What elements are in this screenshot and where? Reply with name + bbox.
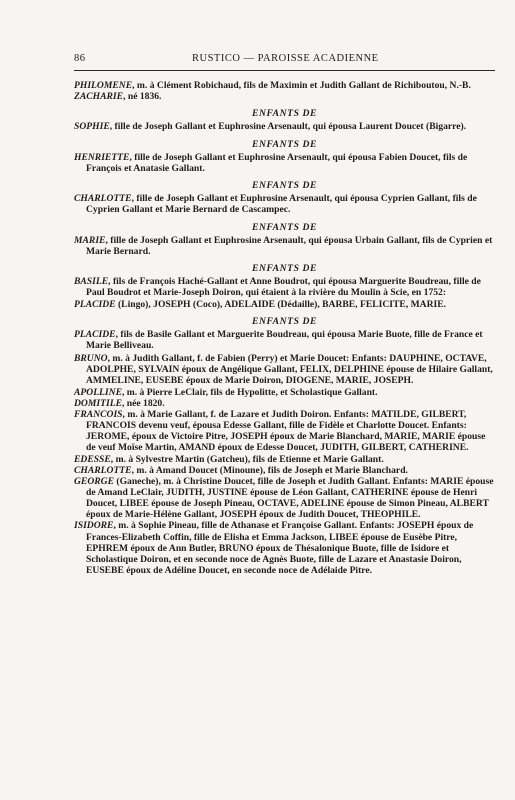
entry-name: BRUNO — [74, 353, 108, 365]
genealogy-entry — [74, 398, 495, 409]
genealogy-entry — [74, 193, 495, 215]
page-number: 86 — [74, 53, 86, 64]
genealogy-entry — [74, 387, 495, 398]
genealogy-entry — [74, 476, 495, 521]
genealogy-entry — [74, 152, 495, 174]
genealogy-entry — [74, 465, 495, 476]
entry-name: HENRIETTE — [74, 151, 130, 163]
entry-name: APOLLINE — [74, 386, 122, 398]
section-heading: ENFANTS DE — [251, 263, 318, 275]
section-heading: ENFANTS DE — [251, 108, 318, 120]
section-heading: ENFANTS DE — [251, 180, 318, 192]
entry-name: PLACIDE — [74, 328, 116, 340]
entry-text: (Ganeche), m. à Christine Doucet, fille de Joseph et Judith Gallant. Enfants: MARIE épouse de Amand LeClair, JUDITH, JUSTINE épouse de Léon Gallant, CATHERINE épouse de Henri Doucet, LIBEE épouse de Joseph Pineau, OCTAVE, ADELINE épouse de Simon Pineau, ALBERT époux de Marie-Hélène Gallant, JOSEPH époux de Judith Doucet, THEOPHILE. — [86, 475, 494, 521]
genealogy-entry — [74, 353, 495, 386]
genealogy-entry — [74, 454, 495, 465]
genealogy-entry — [74, 121, 495, 132]
entry-name: GEORGE — [74, 475, 114, 487]
entry-name: DOMITILE — [74, 397, 122, 409]
entry-name: ISIDORE — [74, 520, 114, 532]
entry-name: MARIE — [74, 234, 106, 246]
header-rule — [74, 70, 495, 71]
genealogy-entry — [74, 409, 495, 454]
genealogy-entry — [74, 80, 495, 91]
entry-text: , fille de Joseph Gallant et Euphrosine Arsenault, qui épousa Urbain Gallant, fils de Cyprien et Marie Bernard. — [86, 234, 493, 257]
page-body — [74, 80, 495, 576]
entry-name: PLACIDE — [74, 298, 116, 310]
entry-name: PHILOMENE — [74, 80, 133, 91]
entry-text: , m. à Sylvestre Martin (Gatcheu), fils de Etienne et Marie Gallant. — [110, 453, 384, 465]
entry-text: , m. à Pierre LeClair, fils de Hypolitte, et Scholastique Gallant. — [121, 386, 378, 398]
entry-text: , fils de Basile Gallant et Marguerite Boudreau, qui épousa Marie Buote, fille de France et Marie Belliveau. — [86, 328, 483, 351]
entry-text: , m. à Marie Gallant, f. de Lazare et Judith Doiron. Enfants: MATILDE, GILBERT, FRANCOIS devenu veuf, épousa Edesse Gallant, fille de Fidèle et Charlotte Doucet. Enfants: JEROME, époux de Victoire Pitre, JOSEPH époux de Marie Blanchard, MARIE, MARIE épouse de veuf Moïse Martin, AMAND époux de Edesse Doucet, JUDITH, GILBERT, CATHERINE. — [86, 408, 486, 454]
entry-text: , fille de Joseph Gallant et Euphrosine Arsenault, qui épousa Laurent Doucet (Bigarre). — [109, 121, 467, 133]
genealogy-entry — [74, 299, 495, 310]
page-header — [74, 53, 495, 65]
section-heading: ENFANTS DE — [251, 138, 318, 150]
entry-name: CHARLOTTE — [74, 464, 132, 476]
genealogy-entry — [74, 520, 495, 576]
entry-text: , m. à Clément Robichaud, fils de Maximin et Judith Gallant de Richiboutou, N.-B. — [132, 80, 471, 91]
section-heading: ENFANTS DE — [251, 221, 318, 233]
running-title: RUSTICO — PAROISSE ACADIENNE — [192, 53, 379, 64]
entry-text: , m. à Judith Gallant, f. de Fabien (Perry) et Marie Doucet: Enfants: DAUPHINE, OCTAVE, ADOLPHE, SYLVAIN époux de Angélique Gallant, FELIX, DELPHINE épouse de Hilaire Gallant, AMMELINE, EUSEBE époux de Marie Doiron, DIOGENE, MARIE, JOSEPH. — [86, 353, 493, 387]
genealogy-entry — [74, 91, 495, 102]
entry-name: CHARLOTTE — [74, 193, 132, 205]
genealogy-entry — [74, 276, 495, 298]
entry-name: EDESSE — [74, 453, 111, 465]
entry-text: (Lingo), JOSEPH (Coco), ADELAIDE (Dédaille), BARBE, FELICITE, MARIE. — [115, 298, 447, 310]
entry-name: ZACHARIE — [74, 91, 124, 103]
entry-text: , né 1836. — [123, 91, 162, 103]
entry-text: , m. à Amand Doucet (Minoune), fils de Joseph et Marie Blanchard. — [131, 464, 408, 476]
entry-text: , m. à Sophie Pineau, fille de Athanase et Françoise Gallant. Enfants: JOSEPH époux de Frances-Elizabeth Coffin, fille de Elisha et Emma Jackson, LIBEE épouse de Eusèbe Pitre, EPHREM époux de Ann Butler, BRUNO époux de Thésalonique Buote, fille de Isidore et Scholastique Doiron, et en seconde noce de Agnès Buote, fille de Lazare et Anastasie Doiron, EUSEBE époux de Adéline Doucet, en seconde noce de Adélaide Pitre. — [86, 520, 474, 577]
entry-text: , née 1820. — [121, 397, 165, 409]
entry-text: , fils de François Haché-Gallant et Anne Boudrot, qui épousa Marguerite Boudreau, fille de Paul Boudrot et Marie-Joseph Doiron, qui étaient à la rivière du Moulin à Scie, en 1752: — [86, 276, 481, 299]
entry-text: , fille de Joseph Gallant et Euphrosine Arsenault, qui épousa Cyprien Gallant, fils de Cyprien Gallant et Marie Bernard de Cascampec. — [86, 193, 477, 216]
entry-name: BASILE — [74, 276, 109, 288]
genealogy-entry — [74, 235, 495, 257]
entry-name: SOPHIE — [74, 121, 110, 133]
section-heading: ENFANTS DE — [251, 315, 318, 327]
genealogy-entry — [74, 329, 495, 351]
entry-text: , fille de Joseph Gallant et Euphrosine Arsenault, qui épousa Fabien Doucet, fils de François et Anatasie Gallant. — [86, 151, 468, 174]
entry-name: FRANCOIS — [74, 408, 123, 420]
